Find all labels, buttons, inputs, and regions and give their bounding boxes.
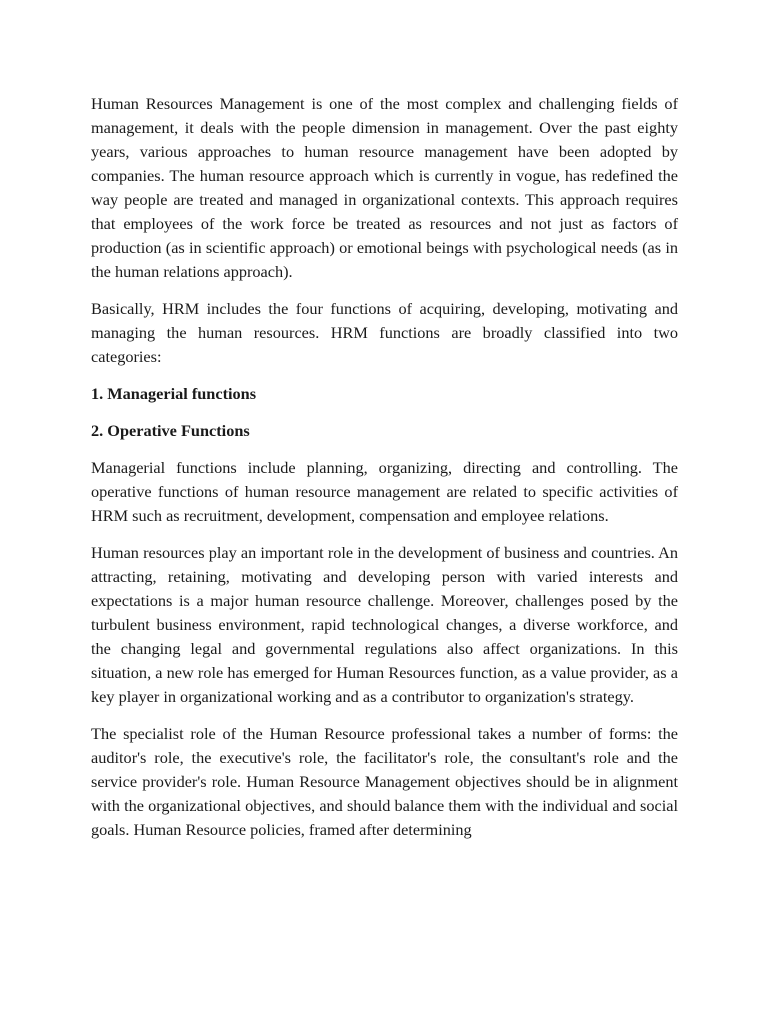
paragraph-intro: Human Resources Management is one of the most complex and challenging fields of management, it deals with the people dimension in management. Over the past eighty years, various approaches to human resource management have been adopted by companies. The human resource approach which is currently in vogue, has redefined the way people are treated and managed in organizational contexts. This approach requires that employees of the work force be treated as resources and not just as factors of production (as in scientific approach) or emotional beings with psychological needs (as in the human relations approach). bbox=[91, 94, 678, 281]
paragraph-specialist-role: The specialist role of the Human Resource professional takes a number of forms: the auditor's role, the executive's role, the facilitator's role, the consultant's role and the service provider's role. Human Resource Management objectives should be in alignment with the organizational objectives, and should balance them with the individual and social goals. Human Resource policies, framed after determining bbox=[91, 724, 678, 839]
paragraph-human-resources-role: Human resources play an important role in the development of business and countries. An attracting, retaining, motivating and developing person with varied interests and expectations is a major human resource challenge. Moreover, challenges posed by the turbulent business environment, rapid technological changes, a diverse workforce, and the changing legal and governmental regulations also affect organizations. In this situation, a new role has emerged for Human Resources function, as a value provider, as a key player in organizational working and as a contributor to organization's strategy. bbox=[91, 543, 678, 706]
heading-managerial-functions: 1. Managerial functions bbox=[91, 384, 257, 403]
document-page bbox=[91, 92, 678, 855]
heading-operative-functions: 2. Operative Functions bbox=[91, 421, 250, 440]
paragraph-functions: Basically, HRM includes the four functions of acquiring, developing, motivating and managing the human resources. HRM functions are broadly classified into two categories: bbox=[91, 299, 678, 366]
paragraph-managerial-operative: Managerial functions include planning, organizing, directing and controlling. The operative functions of human resource management are related to specific activities of HRM such as recruitment, development, compensation and employee relations. bbox=[91, 458, 678, 525]
